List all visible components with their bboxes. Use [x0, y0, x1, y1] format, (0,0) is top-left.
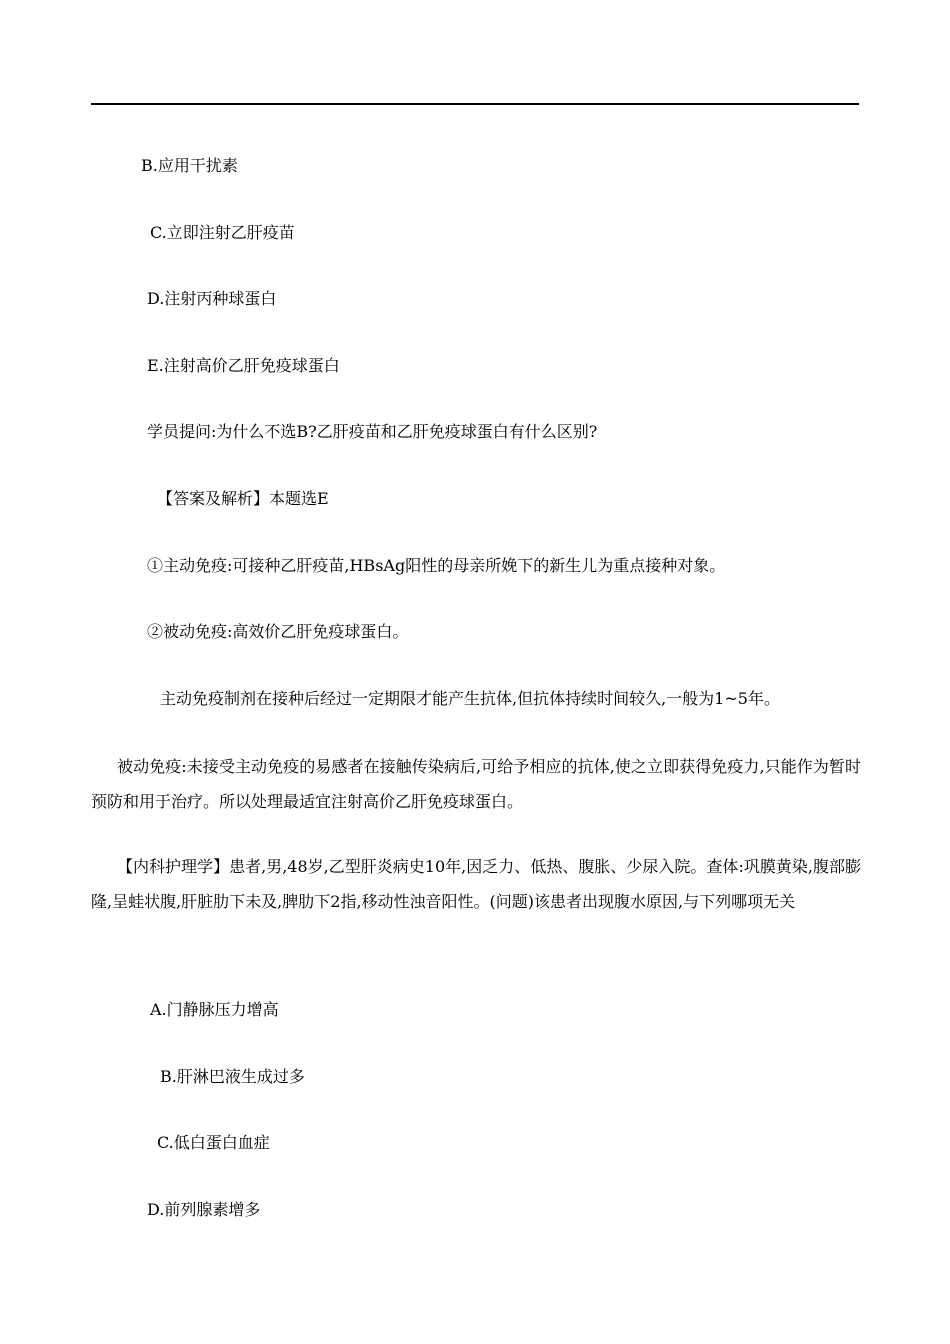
q2-option-d: D.前列腺素增多 [147, 1200, 261, 1219]
active-immunity-note: 主动免疫制剂在接种后经过一定期限才能产生抗体,但抗体持续时间较久,一般为1~5年。 [160, 689, 780, 708]
active-immunity: ①主动免疫:可接种乙肝疫苗,HBsAg阳性的母亲所娩下的新生儿为重点接种对象。 [147, 556, 726, 575]
option-d: D.注射丙种球蛋白 [147, 289, 277, 308]
answer-heading: 【答案及解析】本题选E [157, 489, 329, 508]
option-e: E.注射高价乙肝免疫球蛋白 [147, 356, 340, 375]
header-rule [91, 103, 859, 105]
q2-option-b: B.肝淋巴液生成过多 [160, 1067, 305, 1086]
passive-immunity-note: 被动免疫:未接受主动免疫的易感者在接触传染病后,可给予相应的抗体,使之立即获得免疫力,只能作为暂时预防和用于治疗。所以处理最适宜注射高价乙肝免疫球蛋白。 [91, 757, 861, 811]
option-b: B.应用干扰素 [141, 156, 238, 175]
q2-option-c: C.低白蛋白血症 [157, 1133, 270, 1152]
q2-option-a: A.门静脉压力增高 [150, 1000, 279, 1019]
student-question: 学员提问:为什么不选B?乙肝疫苗和乙肝免疫球蛋白有什么区别? [147, 422, 598, 441]
option-c: C.立即注射乙肝疫苗 [150, 223, 295, 242]
case-question: 【内科护理学】患者,男,48岁,乙型肝炎病史10年,因乏力、低热、腹胀、少尿入院。查体:巩膜黄染,腹部膨隆,呈蛙状腹,肝脏肋下未及,脾肋下2指,移动性浊音阳性。(问题)该患者出现腹水原因,与下列哪项无关 [91, 857, 861, 911]
passive-immunity: ②被动免疫:高效价乙肝免疫球蛋白。 [147, 622, 409, 641]
